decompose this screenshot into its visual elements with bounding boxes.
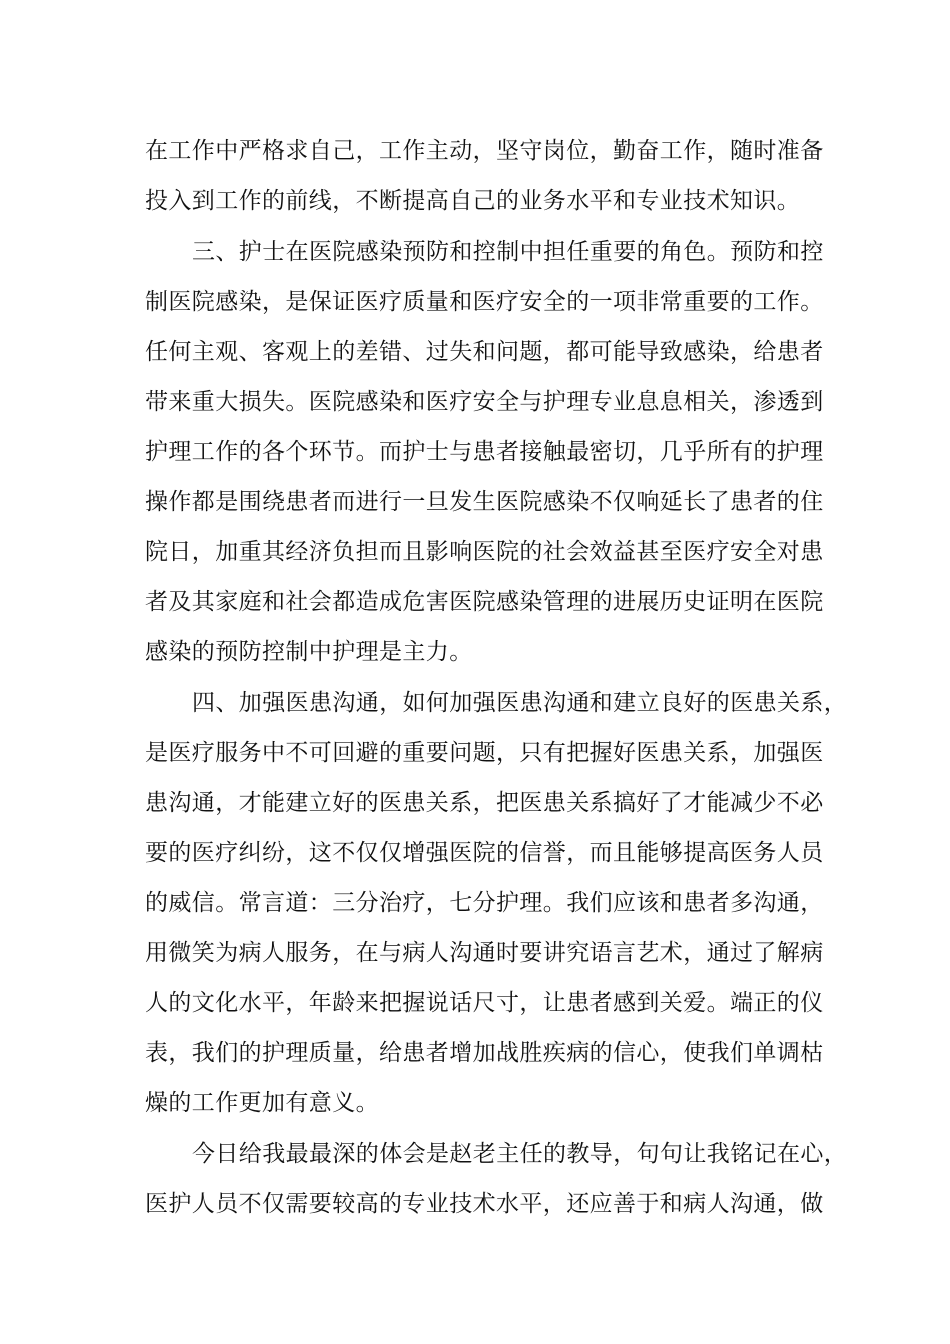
- text-line: 用微笑为病人服务，在与病人沟通时要讲究语言艺术，通过了解病: [145, 940, 824, 966]
- text-line: 任何主观、客观上的差错、过失和问题，都可能导致感染，给患者: [145, 339, 824, 365]
- text-line: 人的文化水平，年龄来把握说话尺寸，让患者感到关爱。端正的仪: [145, 990, 824, 1016]
- text-line: 患沟通，才能建立好的医患关系，把医患关系搞好了才能减少不必: [145, 790, 824, 816]
- text-line: 护理工作的各个环节。而护士与患者接触最密切，几乎所有的护理: [145, 439, 824, 465]
- paragraph-first-line: 三、护士在医院感染预防和控制中担任重要的角色。预防和控: [192, 239, 824, 265]
- text-line: 制医院感染，是保证医疗质量和医疗安全的一项非常重要的工作。: [145, 289, 824, 315]
- text-line: 感染的预防控制中护理是主力。: [145, 639, 473, 665]
- text-line: 带来重大损失。医院感染和医疗安全与护理专业息息相关，渗透到: [145, 389, 824, 415]
- text-line: 院日，加重其经济负担而且影响医院的社会效益甚至医疗安全对患: [145, 539, 824, 565]
- paragraph-first-line: 四、加强医患沟通，如何加强医患沟通和建立良好的医患关系，: [192, 690, 848, 716]
- text-line: 要的医疗纠纷，这不仅仅增强医院的信誉，而且能够提高医务人员: [145, 840, 824, 866]
- text-line: 的威信。常言道：三分治疗，七分护理。我们应该和患者多沟通，: [145, 890, 824, 916]
- paragraph-first-line: 今日给我最最深的体会是赵老主任的教导，句句让我铭记在心，: [192, 1141, 848, 1167]
- text-line: 医护人员不仅需要较高的专业技术水平，还应善于和病人沟通，做: [145, 1191, 824, 1217]
- text-line: 在工作中严格求自己，工作主动，坚守岗位，勤奋工作，随时准备: [145, 138, 824, 164]
- text-line: 表，我们的护理质量，给患者增加战胜疾病的信心，使我们单调枯: [145, 1040, 824, 1066]
- text-line: 燥的工作更加有意义。: [145, 1090, 379, 1116]
- text-line: 者及其家庭和社会都造成危害医院感染管理的进展历史证明在医院: [145, 589, 824, 615]
- text-line: 操作都是围绕患者而进行一旦发生医院感染不仅响延长了患者的住: [145, 489, 824, 515]
- text-line: 是医疗服务中不可回避的重要问题，只有把握好医患关系，加强医: [145, 740, 824, 766]
- text-line: 投入到工作的前线，不断提高自己的业务水平和专业技术知识。: [145, 188, 801, 214]
